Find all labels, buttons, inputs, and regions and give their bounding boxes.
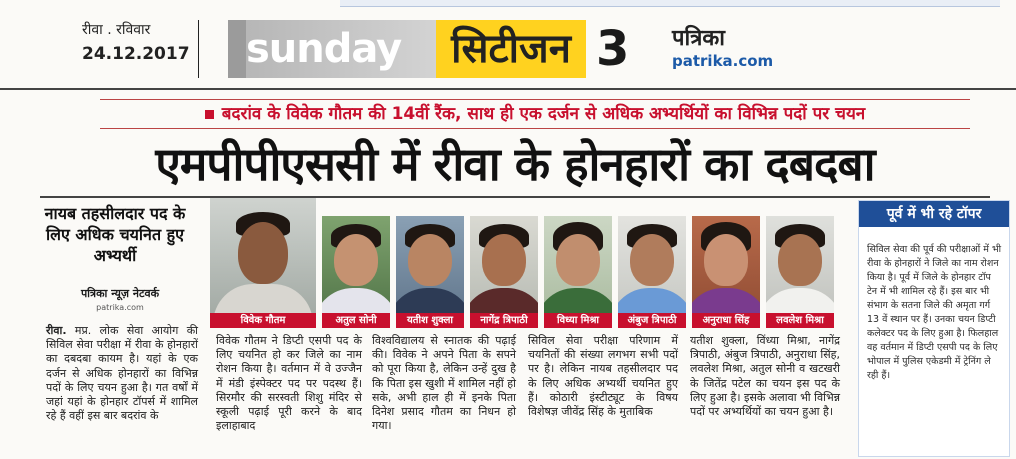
portrait-face xyxy=(778,234,822,286)
photo-portrait xyxy=(470,216,538,328)
bullet-icon xyxy=(205,110,214,119)
photo-caption: यतीश शुक्ला xyxy=(396,313,464,328)
masthead xyxy=(0,6,1016,88)
article-column-5: यतीश शुक्ला, विंध्या मिश्रा, नागेंद्र त्रिपाठी, अंबुज त्रिपाठी, अनुराधा सिंह, लवलेश मिश्रा, अतुल सोनी व खटखरी के जितेंद्र पटेल का चयन इस पद के लिए हुआ है। इसके अलावा भी विभिन्न पदों पर अभ्यर्थियों का चयन हुआ है। xyxy=(690,334,840,419)
edition-location: रीवा . रविवार xyxy=(82,22,151,38)
photo-portrait xyxy=(766,216,834,328)
photo-caption: अंबुज त्रिपाठी xyxy=(618,313,686,328)
photo-portrait xyxy=(692,216,760,328)
section-label: सिटीजन xyxy=(436,20,586,78)
portrait-face xyxy=(556,234,600,286)
portrait-face xyxy=(704,234,748,286)
portrait-face xyxy=(334,234,378,286)
masthead-divider xyxy=(198,20,199,78)
photo-caption: नागेंद्र त्रिपाठी xyxy=(470,313,538,328)
photo-caption: अतुल सोनी xyxy=(322,313,390,328)
article-column-4: सिविल सेवा परीक्षा परिणाम में चयनितों की संख्या लगभग सभी पदों पर है। लेकिन नायब तहसीलदार पद के लिए अधिक अभ्यर्थी चयनित हुए हैं। कोठारी इंस्टीट्यूट के विषय विशेषज्ञ जीवेंद्र सिंह के मुताबिक xyxy=(528,334,678,419)
dateline: रीवा. xyxy=(46,324,67,337)
column-1-text: मप्र. लोक सेवा आयोग की सिविल सेवा परीक्षा में रीवा के होनहारों का दबदबा कायम है। यहां के एक दर्जन से अधिक होनहारों का विभिन्न पदों के लिए चयन हुआ है। गत वर्षों में जहां यहां के होनहार टॉपर्स में शामिल रहे हैं वहीं इस बार बदरांव के xyxy=(46,324,199,423)
brand-url: patrika.com xyxy=(672,52,774,70)
article-column-3: विश्वविद्यालय से स्नातक की पढ़ाई की। विवेक ने अपने पिता के सपने को पूरा किया है, लेकिन उन्हें दुख है कि पिता इस खुशी में शामिल नहीं हो सके, अभी हाल ही में इनके पिता दिनेश प्रसाद गौतम का निधन हो गया। xyxy=(372,334,516,433)
article-column-1 xyxy=(46,324,198,423)
side-heading: नायब तहसीलदार पद के लिए अधिक चयनित हुए अभ्यर्थी xyxy=(44,204,186,265)
byline-url: patrika.com xyxy=(96,303,144,312)
photo-portrait xyxy=(396,216,464,328)
brand-name: पत्रिका xyxy=(672,26,725,51)
photo-caption: लवलेश मिश्रा xyxy=(766,313,834,328)
photo-caption: अनुराधा सिंह xyxy=(692,313,760,328)
sidebar-heading: पूर्व में भी रहे टॉपर xyxy=(859,201,1009,227)
masthead-rule xyxy=(0,88,1016,90)
sidebar-box xyxy=(858,200,1010,457)
photo-caption: विध्या मिश्रा xyxy=(544,313,612,328)
byline: पत्रिका न्यूज़ नेटवर्क xyxy=(80,287,160,300)
photo-portrait xyxy=(210,198,316,328)
page-number: 3 xyxy=(596,21,630,77)
sidebar-text: सिविल सेवा की पूर्व की परीक्षाओं में भी रीवा के होनहारों ने जिले का नाम रोशन किया है। पूर्व में जिले के होनहार टॉप टेन में भी शामिल रहे हैं। इस बार भी संभाग के सतना जिले की अमृता गर्ग 13 वें स्थान पर हैं। उनका चयन डिप्टी कलेक्टर पद के लिए हुआ है। फिलहाल वह वर्तमान में डिप्टी एसपी पद के लिए भोपाल में पुलिस एकेडमी में ट्रेनिंग ले रही हैं। xyxy=(867,244,1002,381)
photo-caption: विवेक गौतम xyxy=(210,313,316,328)
sunday-banner-shade xyxy=(228,20,246,78)
portrait-face xyxy=(408,234,452,286)
subheadline-text: बदरांव के विवेक गौतम की 14वीं रैंक, साथ ही एक दर्जन से अधिक अभ्यर्थियों का विभिन्न पदों पर चयन xyxy=(221,104,866,124)
photo-portrait xyxy=(618,216,686,328)
photo-portrait xyxy=(322,216,390,328)
photo-strip xyxy=(210,198,850,330)
portrait-face xyxy=(482,234,526,286)
sunday-banner xyxy=(228,20,436,78)
photo-portrait xyxy=(544,216,612,328)
subheadline xyxy=(100,99,970,129)
portrait-face xyxy=(630,234,674,286)
article-column-2: विवेक गौतम ने डिप्टी एसपी पद के लिए चयनित हो कर जिले का नाम रोशन किया है। वर्तमान में वे उज्जैन में मंडी इंस्पेक्टर पद पर पदस्थ हैं। सिरमौर की सरस्वती शिशु मंदिर से स्कूली पढ़ाई पूरी करने के बाद इलाहाबाद xyxy=(216,334,362,433)
sunday-label: sunday xyxy=(246,26,402,72)
headline: एमपीपीएससी में रीवा के होनहारों का दबदबा xyxy=(155,137,875,191)
edition-date: 24.12.2017 xyxy=(82,44,190,64)
portrait-face xyxy=(238,222,288,284)
